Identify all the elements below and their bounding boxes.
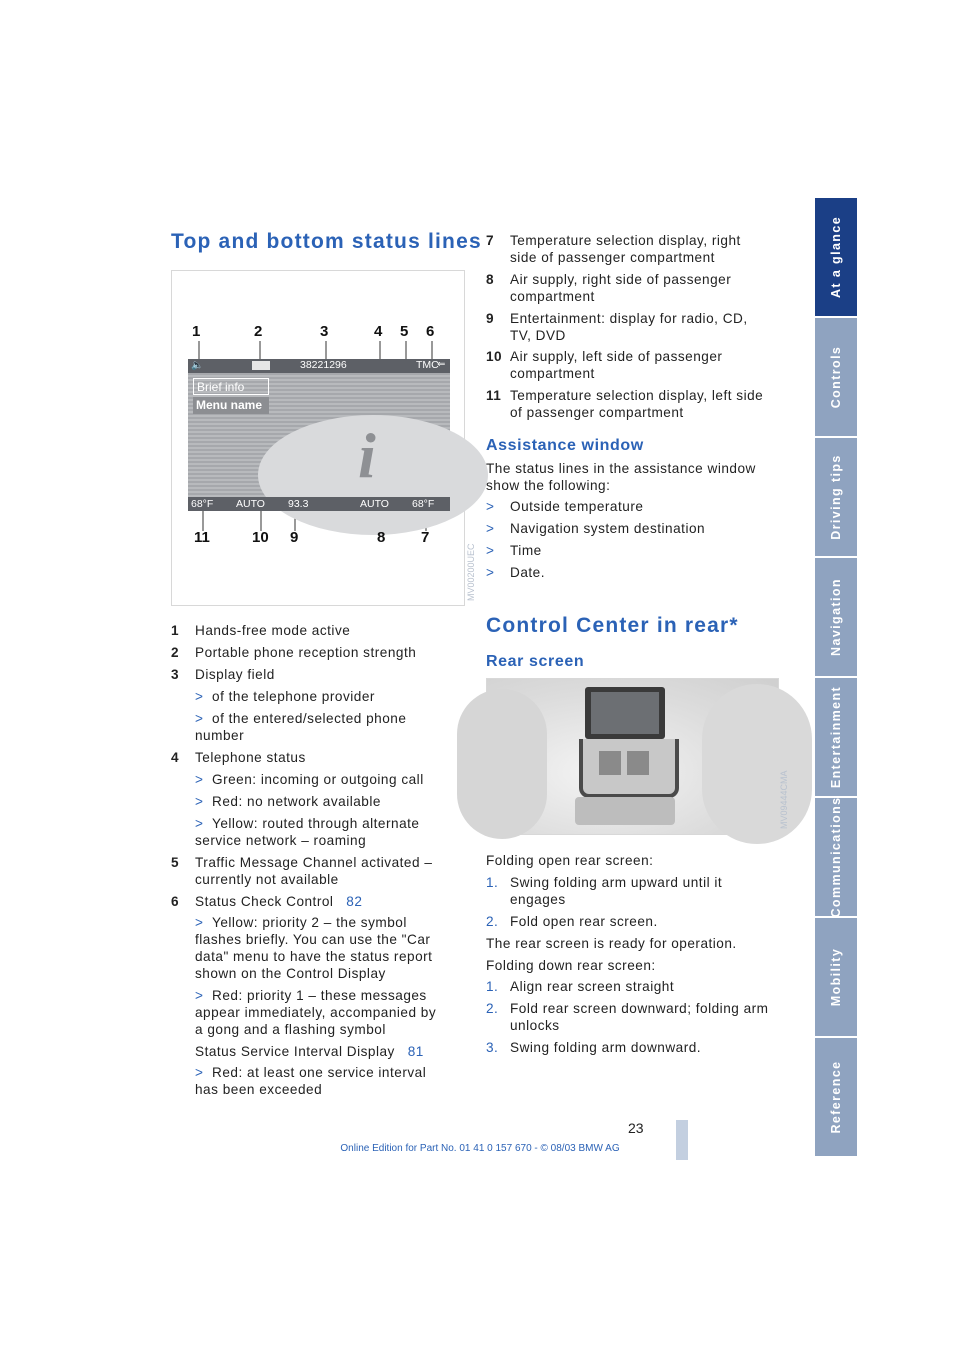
figure-code: MV00200UEC: [466, 543, 476, 601]
console: [575, 797, 675, 825]
step-number: 2.: [486, 914, 499, 929]
subitem-text: Red: no network available: [212, 794, 381, 809]
bullet-arrow-icon: >: [195, 794, 204, 809]
step-text: Fold rear screen downward; folding arm: [510, 1001, 769, 1016]
fold-open-title: Folding open rear screen:: [486, 853, 654, 868]
subitem-text: Green: incoming or outgoing call: [212, 772, 424, 787]
callout-4: 4: [374, 323, 383, 340]
bullet-arrow-icon: >: [195, 689, 204, 704]
bullet-arrow-icon: >: [195, 816, 204, 831]
item-text-cont: compartment: [510, 366, 595, 381]
seat-left: [457, 689, 547, 839]
tab-label: Driving tips: [829, 454, 843, 540]
item-text: Temperature selection display, right: [510, 233, 741, 248]
step-text: Swing folding arm upward until it: [510, 875, 723, 890]
tab-label: At a glance: [829, 215, 843, 299]
rear-screen-heading: Rear screen: [486, 653, 585, 670]
step-text: Fold open rear screen.: [510, 914, 658, 929]
item-number: 3: [171, 667, 180, 682]
air-vent-left: [599, 751, 621, 775]
callout-5: 5: [400, 323, 409, 340]
subitem-text: Red: at least one service interval: [212, 1065, 427, 1080]
item-number: 10: [486, 349, 503, 364]
item-text-cont: compartment: [510, 289, 595, 304]
list-item: Outside temperature: [510, 499, 644, 514]
item-text: Status Service Interval Display: [195, 1044, 395, 1059]
item-text: Entertainment: display for radio, CD,: [510, 311, 748, 326]
speaker-icon: 🔈: [191, 360, 204, 371]
air-vent-right: [627, 751, 649, 775]
step-number: 1.: [486, 979, 499, 994]
info-icon: i: [358, 420, 376, 491]
subitem-text: of the telephone provider: [212, 689, 375, 704]
bullet-arrow-icon: >: [195, 711, 204, 726]
seat-right: [702, 684, 812, 844]
rear-screen-photo: [486, 678, 789, 835]
callout-11: 11: [194, 529, 210, 546]
callout-7: 7: [421, 529, 430, 546]
bullet-arrow-icon: >: [195, 1065, 204, 1080]
callout-6: 6: [426, 323, 435, 340]
subitem-text: of the entered/selected phone: [212, 711, 407, 726]
item-number: 4: [171, 750, 180, 765]
screen-left-temp: 68°F: [191, 498, 214, 510]
item-text: Status Check Control: [195, 894, 334, 909]
bullet-arrow-icon: >: [486, 543, 495, 558]
callout-8: 8: [377, 529, 386, 546]
step-number: 2.: [486, 1001, 499, 1016]
screen-frequency: 93.3: [288, 498, 309, 510]
tab-at-a-glance[interactable]: [815, 198, 857, 316]
item-text-cont: of passenger compartment: [510, 405, 684, 420]
item-text-cont: side of passenger compartment: [510, 250, 715, 265]
tab-driving-tips[interactable]: [815, 438, 857, 556]
bullet-arrow-icon: >: [195, 915, 204, 930]
screen-right-temp: 68°F: [412, 498, 435, 510]
tab-label: Navigation: [829, 578, 843, 656]
step-text-cont: engages: [510, 892, 566, 907]
subitem-text-cont: data" menu to have the status report: [195, 949, 433, 964]
item-text: Telephone status: [195, 750, 306, 765]
assistance-intro: show the following:: [486, 478, 611, 493]
tab-label: Controls: [829, 345, 843, 409]
photo-code: MV09444CMA: [779, 770, 789, 829]
bullet-arrow-icon: >: [195, 772, 204, 787]
bullet-arrow-icon: >: [486, 499, 495, 514]
tab-navigation[interactable]: [815, 558, 857, 676]
signal-strength-icon: [252, 361, 270, 370]
subitem-text-cont: flashes briefly. You can use the "Car: [195, 932, 431, 947]
subitem-text-cont: shown on the Control Display: [195, 966, 386, 981]
ready-text: The rear screen is ready for operation.: [486, 936, 737, 951]
bullet-arrow-icon: >: [195, 988, 204, 1003]
step-number: 1.: [486, 875, 499, 890]
item-text: Portable phone reception strength: [195, 645, 417, 660]
step-text: Align rear screen straight: [510, 979, 675, 994]
item-text: Air supply, right side of passenger: [510, 272, 732, 287]
fold-down-title: Folding down rear screen:: [486, 958, 656, 973]
step-text-cont: unlocks: [510, 1018, 560, 1033]
status-lines-figure: [171, 270, 476, 606]
tab-label: Entertainment: [829, 685, 843, 789]
item-number: 6: [171, 894, 180, 909]
item-number: 11: [486, 388, 502, 403]
tab-label: Reference: [829, 1060, 843, 1134]
screen-brief-info: Brief info: [193, 378, 269, 395]
tab-mobility[interactable]: [815, 918, 857, 1036]
item-number: 1: [171, 623, 180, 638]
tab-entertainment[interactable]: [815, 678, 857, 796]
subitem-text: Red: priority 1 – these messages: [212, 988, 427, 1003]
item-number: 9: [486, 311, 495, 326]
page-marker-bar: [676, 1120, 688, 1160]
bullet-arrow-icon: >: [486, 521, 495, 536]
subitem-text-cont: has been exceeded: [195, 1082, 323, 1097]
section-title-status-lines: Top and bottom status lines: [171, 230, 482, 253]
subitem-text: Yellow: priority 2 – the symbol: [212, 915, 407, 930]
item-text-cont: TV, DVD: [510, 328, 566, 343]
screen-auto-left: AUTO: [236, 498, 265, 510]
callout-1: 1: [192, 323, 201, 340]
bottom-status-line: [188, 497, 450, 511]
item-text: Temperature selection display, left side: [510, 388, 764, 403]
item-text: Traffic Message Channel activated –: [195, 855, 433, 870]
subitem-text-cont: number: [195, 728, 245, 743]
step-text: Swing folding arm downward.: [510, 1040, 702, 1055]
item-number: 8: [486, 272, 495, 287]
subitem-text-cont: service network – roaming: [195, 833, 367, 848]
page-reference-link[interactable]: 81: [407, 1044, 424, 1059]
control-display-screen: [188, 359, 450, 511]
tab-controls[interactable]: [815, 318, 857, 436]
item-text: Hands-free mode active: [195, 623, 351, 638]
item-number: 2: [171, 645, 180, 660]
tab-communications[interactable]: [815, 798, 857, 916]
subitem-text: Yellow: routed through alternate: [212, 816, 420, 831]
screen-menu-name: Menu name: [193, 397, 269, 414]
screen-auto-right: AUTO: [360, 498, 389, 510]
step-number: 3.: [486, 1040, 499, 1055]
assistance-intro: The status lines in the assistance window: [486, 461, 756, 476]
item-number: 7: [486, 233, 495, 248]
footer-edition-note: Online Edition for Part No. 01 41 0 157 670 - © 08/03 BMW AG: [340, 1143, 620, 1154]
section-title-control-center-rear: Control Center in rear*: [486, 614, 739, 637]
tab-reference[interactable]: [815, 1038, 857, 1156]
subitem-text-cont: appear immediately, accompanied by: [195, 1005, 437, 1020]
callout-9: 9: [290, 529, 299, 546]
callout-3: 3: [320, 323, 329, 340]
callout-2: 2: [254, 323, 263, 340]
tab-label: Mobility: [829, 947, 843, 1007]
check-control-icon: ⇐: [437, 359, 446, 370]
item-text: Display field: [195, 667, 275, 682]
tab-label: Communications: [829, 796, 843, 918]
page-number: 23: [628, 1120, 644, 1136]
rear-screen-display: [591, 692, 659, 734]
page-reference-link[interactable]: 82: [346, 894, 363, 909]
callout-10: 10: [252, 529, 269, 546]
subitem-text-cont: a gong and a flashing symbol: [195, 1022, 386, 1037]
list-item: Date.: [510, 565, 545, 580]
list-item: Navigation system destination: [510, 521, 706, 536]
list-item: Time: [510, 543, 542, 558]
screen-phone-number: 38221296: [300, 359, 347, 371]
item-text-cont: currently not available: [195, 872, 339, 887]
item-number: 5: [171, 855, 180, 870]
assistance-window-heading: Assistance window: [486, 437, 644, 454]
screen-tmc: TMC: [416, 359, 439, 371]
item-text: Air supply, left side of passenger: [510, 349, 723, 364]
bullet-arrow-icon: >: [486, 565, 495, 580]
section-tabs: [815, 198, 857, 1158]
